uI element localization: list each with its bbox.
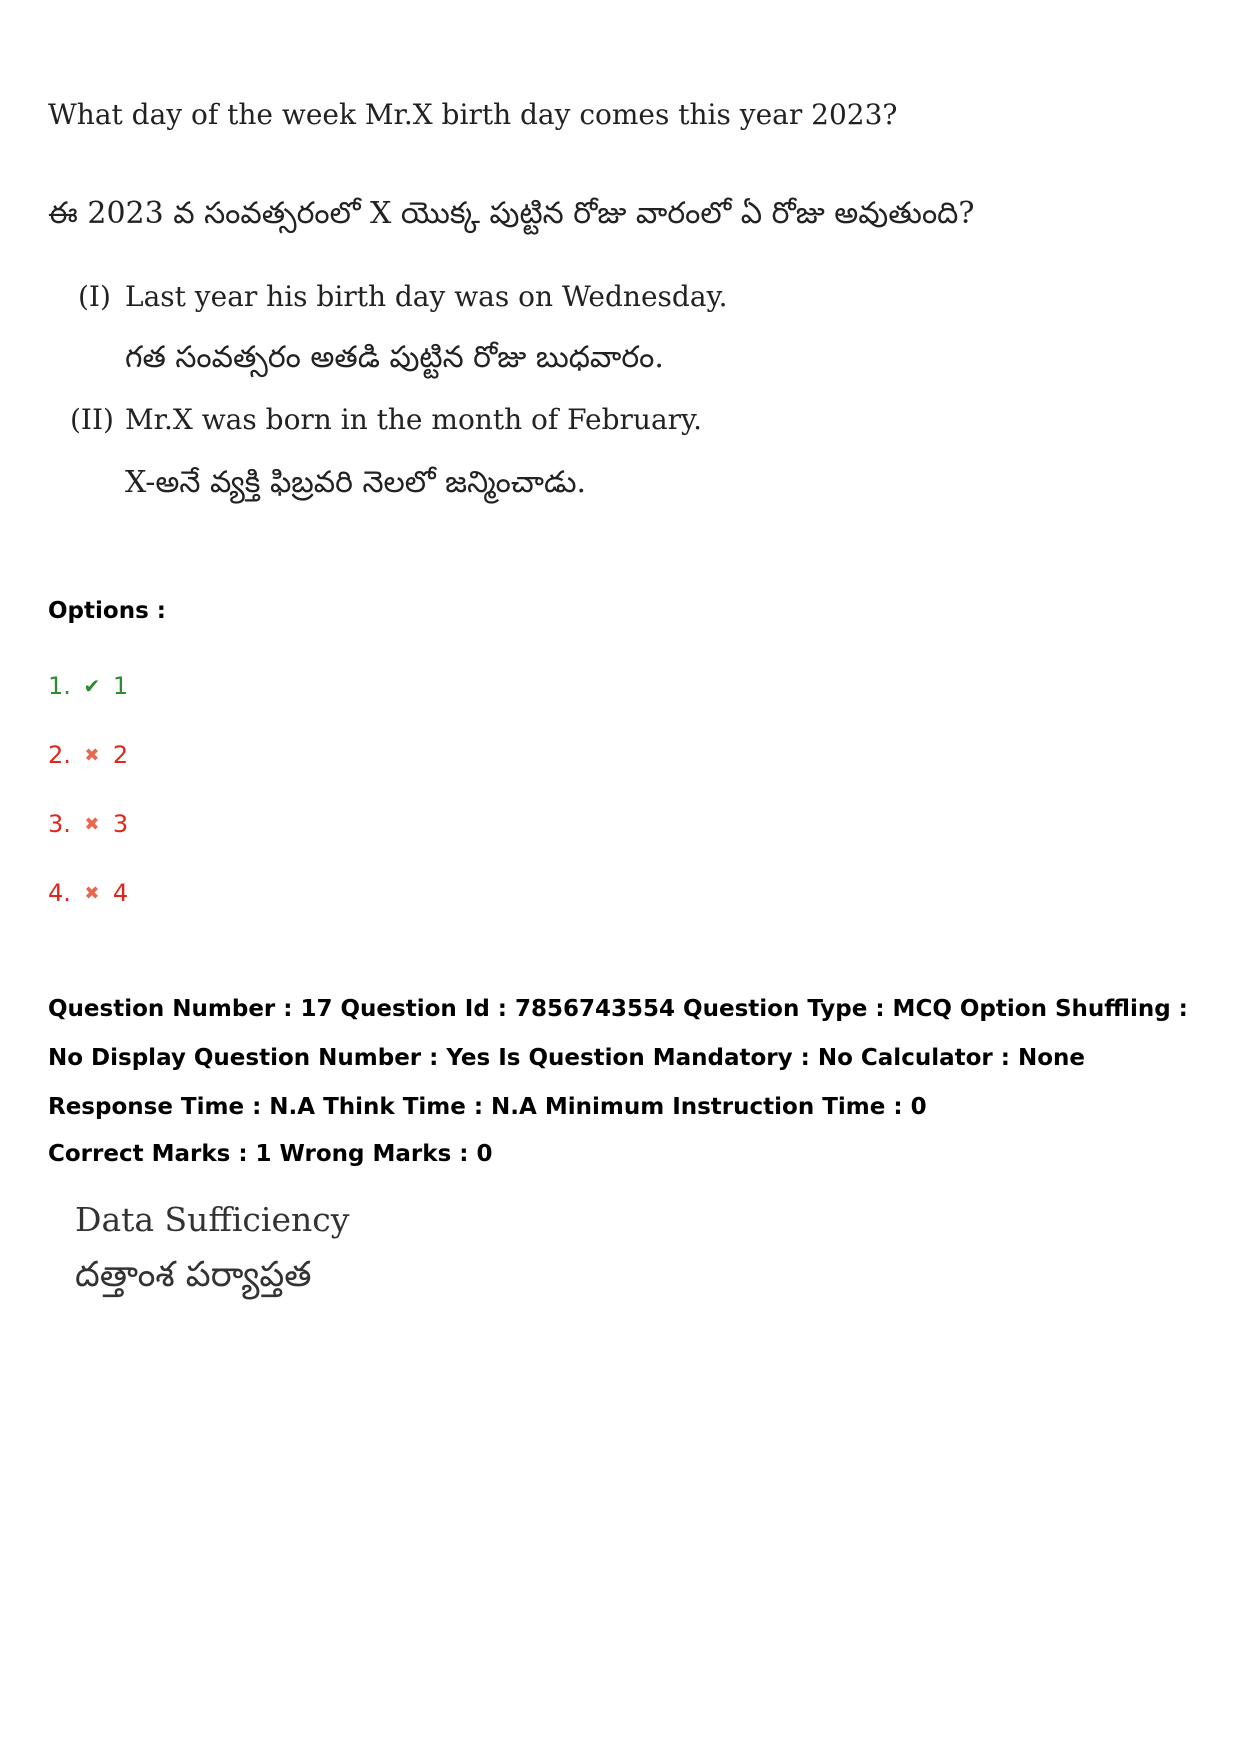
question-text-telugu: ఈ 2023 వ సంవత్సరంలో X యొక్క పుట్టిన రోజు వారంలో ఏ రోజు అవుతుంది? [48,196,975,231]
option-3-number: 3. [48,810,71,838]
options-heading: Options : [48,598,166,624]
option-2-label: 2 [112,741,129,769]
topic-title-telugu: దత్తాంశ పర్యాప్తత [75,1255,312,1295]
cross-icon: ✖ [84,744,100,766]
option-1-number: 1. [48,672,71,700]
marks-info: Correct Marks : 1 Wrong Marks : 0 [48,1141,493,1167]
option-1-label: 1 [112,672,129,700]
cross-icon: ✖ [84,882,100,904]
question-text-english: What day of the week Mr.X birth day comes this year 2023? [48,98,898,131]
option-2 [48,741,128,769]
option-3 [48,810,128,838]
option-1 [48,672,128,700]
topic-title-english: Data Sufficiency [75,1200,350,1239]
question-metadata: Question Number : 17 Question Id : 7856743554 Question Type : MCQ Option Shuffling : No Display Question Number : Yes Is Question Mandatory : No Calculator : None Response Time : N.A Think Time : N.A Minimum Instruction Time : 0 [48,996,1188,1120]
option-4-number: 4. [48,879,71,907]
statement-2-marker: (II) [70,403,114,436]
cross-icon: ✖ [84,813,100,835]
statement-2-telugu: X-అనే వ్యక్తి ఫిబ్రవరి నెలలో జన్మించాడు. [125,465,587,500]
statement-2-english: Mr.X was born in the month of February. [125,403,703,436]
option-4-label: 4 [112,879,129,907]
statement-1-telugu: గత సంవత్సరం అతడి పుట్టిన రోజు బుధవారం. [125,340,664,375]
option-2-number: 2. [48,741,71,769]
option-4 [48,879,128,907]
option-3-label: 3 [112,810,129,838]
check-icon: ✔ [83,674,101,698]
statement-1-marker: (I) [78,280,111,313]
statement-1-english: Last year his birth day was on Wednesday. [125,280,728,313]
